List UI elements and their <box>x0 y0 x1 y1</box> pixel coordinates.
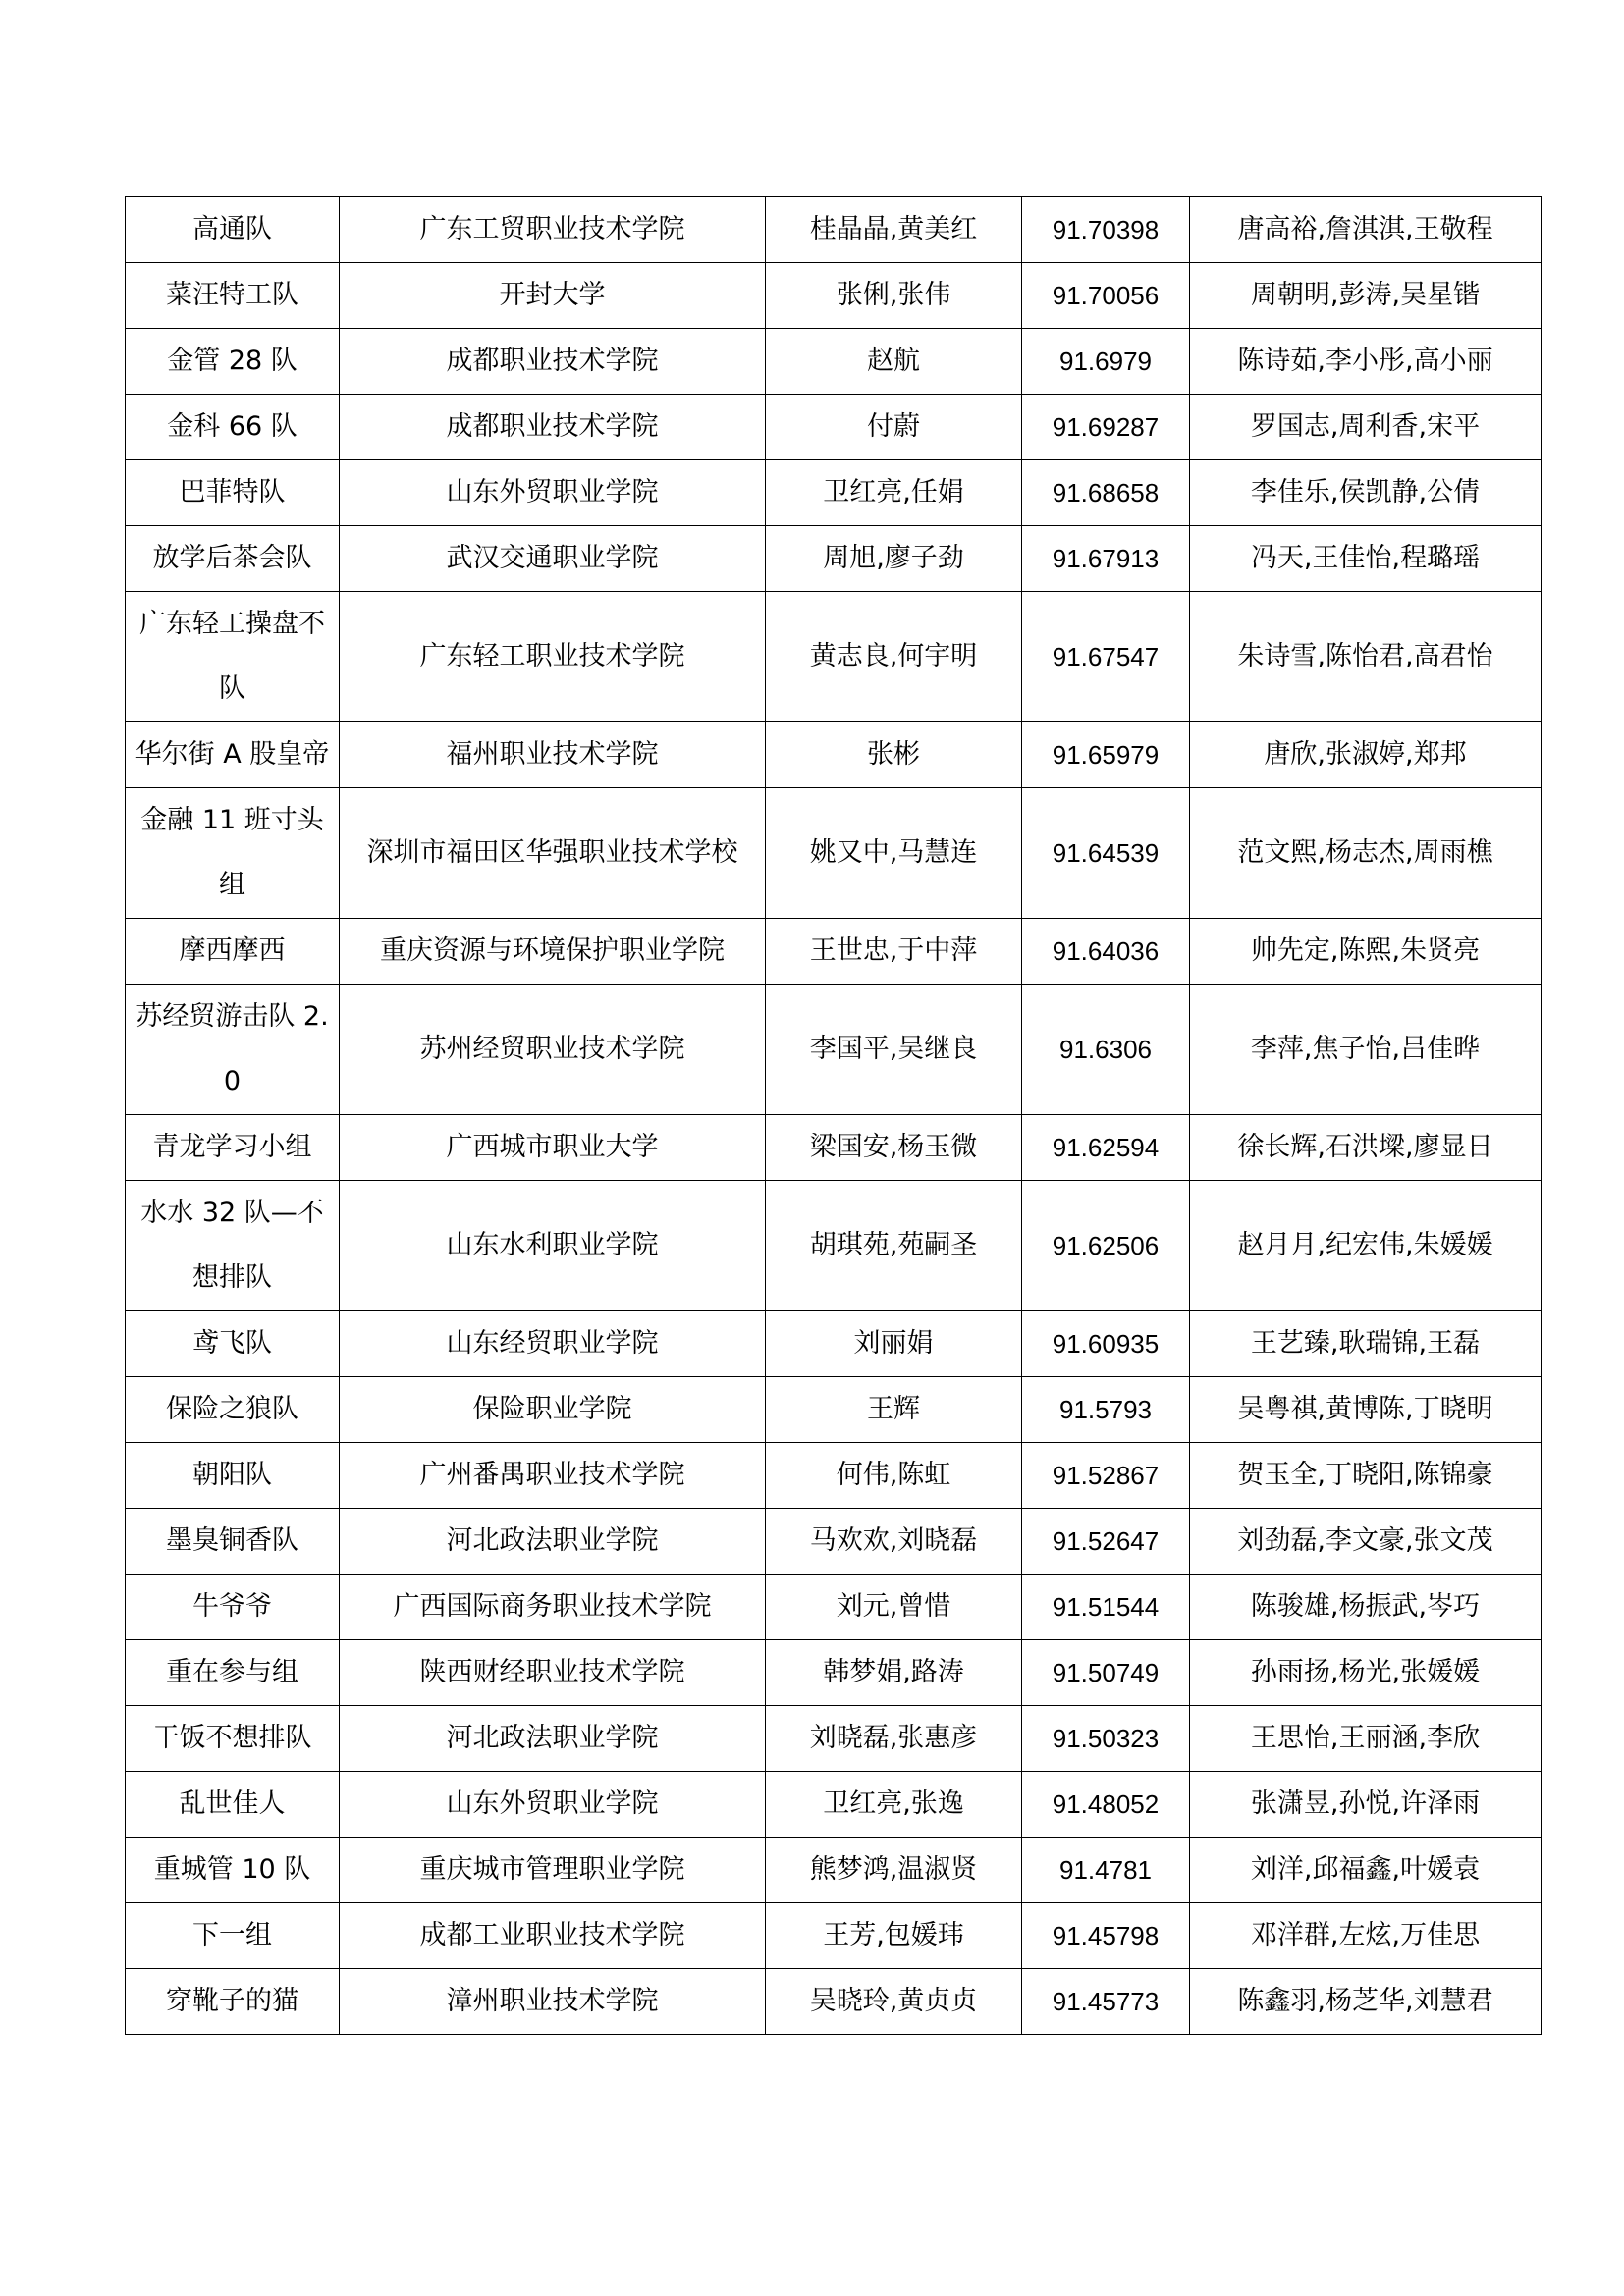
advisor-cell: 刘元,曾惜 <box>766 1575 1022 1640</box>
table-row <box>126 395 1542 460</box>
score-cell: 91.6306 <box>1022 985 1190 1115</box>
advisor-cell: 李国平,吴继良 <box>766 985 1022 1115</box>
school-cell: 成都工业职业技术学院 <box>340 1903 766 1969</box>
advisor-cell: 赵航 <box>766 329 1022 395</box>
table-row <box>126 1903 1542 1969</box>
members-cell: 刘洋,邱福鑫,叶媛袁 <box>1190 1838 1542 1903</box>
table-row <box>126 1575 1542 1640</box>
school-cell: 陕西财经职业技术学院 <box>340 1640 766 1706</box>
score-cell: 91.52647 <box>1022 1509 1190 1575</box>
score-cell: 91.64539 <box>1022 788 1190 919</box>
advisor-cell: 刘晓磊,张惠彦 <box>766 1706 1022 1772</box>
advisor-cell: 黄志良,何宇明 <box>766 592 1022 722</box>
members-cell: 冯天,王佳怡,程璐瑶 <box>1190 526 1542 592</box>
score-cell: 91.68658 <box>1022 460 1190 526</box>
team-name-cell: 墨臭铜香队 <box>126 1509 340 1575</box>
score-cell: 91.4781 <box>1022 1838 1190 1903</box>
members-cell: 唐欣,张淑婷,郑邦 <box>1190 722 1542 788</box>
score-cell: 91.65979 <box>1022 722 1190 788</box>
results-table <box>125 196 1542 2035</box>
team-name-cell: 干饭不想排队 <box>126 1706 340 1772</box>
advisor-cell: 刘丽娟 <box>766 1311 1022 1377</box>
advisor-cell: 梁国安,杨玉微 <box>766 1115 1022 1181</box>
score-cell: 91.64036 <box>1022 919 1190 985</box>
table-row <box>126 1509 1542 1575</box>
table-row <box>126 1311 1542 1377</box>
team-name-cell: 菜汪特工队 <box>126 263 340 329</box>
table-row <box>126 1969 1542 2035</box>
advisor-cell: 张彬 <box>766 722 1022 788</box>
advisor-cell: 周旭,廖子劲 <box>766 526 1022 592</box>
team-name-cell: 穿靴子的猫 <box>126 1969 340 2035</box>
advisor-cell: 马欢欢,刘晓磊 <box>766 1509 1022 1575</box>
members-cell: 王思怡,王丽涵,李欣 <box>1190 1706 1542 1772</box>
team-name-cell: 金科 66 队 <box>126 395 340 460</box>
table-row <box>126 1772 1542 1838</box>
score-cell: 91.50749 <box>1022 1640 1190 1706</box>
team-name-cell: 摩西摩西 <box>126 919 340 985</box>
advisor-cell: 王辉 <box>766 1377 1022 1443</box>
school-cell: 河北政法职业学院 <box>340 1706 766 1772</box>
school-cell: 武汉交通职业学院 <box>340 526 766 592</box>
team-name-cell: 鸢飞队 <box>126 1311 340 1377</box>
advisor-cell: 卫红亮,任娟 <box>766 460 1022 526</box>
team-name-cell: 金管 28 队 <box>126 329 340 395</box>
score-cell: 91.52867 <box>1022 1443 1190 1509</box>
team-name-cell: 重城管 10 队 <box>126 1838 340 1903</box>
table-row <box>126 460 1542 526</box>
team-name-cell: 下一组 <box>126 1903 340 1969</box>
score-cell: 91.69287 <box>1022 395 1190 460</box>
team-name-cell: 华尔街 A 股皇帝 <box>126 722 340 788</box>
advisor-cell: 姚又中,马慧连 <box>766 788 1022 919</box>
school-cell: 广东轻工职业技术学院 <box>340 592 766 722</box>
score-cell: 91.60935 <box>1022 1311 1190 1377</box>
table-row <box>126 788 1542 919</box>
table-row <box>126 1443 1542 1509</box>
advisor-cell: 张俐,张伟 <box>766 263 1022 329</box>
school-cell: 重庆城市管理职业学院 <box>340 1838 766 1903</box>
advisor-cell: 王芳,包媛玮 <box>766 1903 1022 1969</box>
score-cell: 91.50323 <box>1022 1706 1190 1772</box>
table-row <box>126 985 1542 1115</box>
members-cell: 刘劲磊,李文豪,张文茂 <box>1190 1509 1542 1575</box>
score-cell: 91.67913 <box>1022 526 1190 592</box>
school-cell: 成都职业技术学院 <box>340 395 766 460</box>
team-name-cell: 高通队 <box>126 197 340 263</box>
school-cell: 山东经贸职业学院 <box>340 1311 766 1377</box>
members-cell: 陈骏雄,杨振武,岑巧 <box>1190 1575 1542 1640</box>
members-cell: 罗国志,周利香,宋平 <box>1190 395 1542 460</box>
school-cell: 苏州经贸职业技术学院 <box>340 985 766 1115</box>
team-name-cell: 重在参与组 <box>126 1640 340 1706</box>
table-row <box>126 1706 1542 1772</box>
advisor-cell: 胡琪苑,苑嗣圣 <box>766 1181 1022 1311</box>
score-cell: 91.62594 <box>1022 1115 1190 1181</box>
score-cell: 91.70056 <box>1022 263 1190 329</box>
advisor-cell: 桂晶晶,黄美红 <box>766 197 1022 263</box>
school-cell: 山东水利职业学院 <box>340 1181 766 1311</box>
table-row <box>126 329 1542 395</box>
table-row <box>126 197 1542 263</box>
advisor-cell: 熊梦鸿,温淑贤 <box>766 1838 1022 1903</box>
members-cell: 周朝明,彭涛,吴星锴 <box>1190 263 1542 329</box>
school-cell: 漳州职业技术学院 <box>340 1969 766 2035</box>
team-name-cell: 保险之狼队 <box>126 1377 340 1443</box>
table-row <box>126 919 1542 985</box>
team-name-cell: 放学后茶会队 <box>126 526 340 592</box>
advisor-cell: 韩梦娟,路涛 <box>766 1640 1022 1706</box>
table-row <box>126 1640 1542 1706</box>
results-body <box>126 197 1542 2035</box>
school-cell: 重庆资源与环境保护职业学院 <box>340 919 766 985</box>
team-name-cell: 金融 11 班寸头组 <box>126 788 340 919</box>
table-row <box>126 1181 1542 1311</box>
members-cell: 唐高裕,詹淇淇,王敬程 <box>1190 197 1542 263</box>
table-row <box>126 263 1542 329</box>
school-cell: 山东外贸职业学院 <box>340 1772 766 1838</box>
team-name-cell: 广东轻工操盘不队 <box>126 592 340 722</box>
team-name-cell: 水水 32 队—不想排队 <box>126 1181 340 1311</box>
members-cell: 孙雨扬,杨光,张媛媛 <box>1190 1640 1542 1706</box>
school-cell: 河北政法职业学院 <box>340 1509 766 1575</box>
school-cell: 广西城市职业大学 <box>340 1115 766 1181</box>
members-cell: 张潇昱,孙悦,许泽雨 <box>1190 1772 1542 1838</box>
team-name-cell: 青龙学习小组 <box>126 1115 340 1181</box>
team-name-cell: 巴菲特队 <box>126 460 340 526</box>
table-row <box>126 1115 1542 1181</box>
members-cell: 吴粤祺,黄博陈,丁晓明 <box>1190 1377 1542 1443</box>
members-cell: 赵月月,纪宏伟,朱媛媛 <box>1190 1181 1542 1311</box>
score-cell: 91.70398 <box>1022 197 1190 263</box>
school-cell: 深圳市福田区华强职业技术学校 <box>340 788 766 919</box>
score-cell: 91.62506 <box>1022 1181 1190 1311</box>
school-cell: 广州番禺职业技术学院 <box>340 1443 766 1509</box>
advisor-cell: 王世忠,于中萍 <box>766 919 1022 985</box>
members-cell: 王艺臻,耿瑞锦,王磊 <box>1190 1311 1542 1377</box>
score-cell: 91.45798 <box>1022 1903 1190 1969</box>
score-cell: 91.51544 <box>1022 1575 1190 1640</box>
members-cell: 徐长辉,石洪墚,廖显日 <box>1190 1115 1542 1181</box>
table-row <box>126 1838 1542 1903</box>
members-cell: 李佳乐,侯凯静,公倩 <box>1190 460 1542 526</box>
school-cell: 开封大学 <box>340 263 766 329</box>
members-cell: 贺玉全,丁晓阳,陈锦豪 <box>1190 1443 1542 1509</box>
score-cell: 91.48052 <box>1022 1772 1190 1838</box>
team-name-cell: 苏经贸游击队 2.0 <box>126 985 340 1115</box>
school-cell: 成都职业技术学院 <box>340 329 766 395</box>
school-cell: 山东外贸职业学院 <box>340 460 766 526</box>
members-cell: 帅先定,陈熙,朱贤亮 <box>1190 919 1542 985</box>
advisor-cell: 卫红亮,张逸 <box>766 1772 1022 1838</box>
school-cell: 广西国际商务职业技术学院 <box>340 1575 766 1640</box>
members-cell: 朱诗雪,陈怡君,高君怡 <box>1190 592 1542 722</box>
members-cell: 李萍,焦子怡,吕佳晔 <box>1190 985 1542 1115</box>
members-cell: 陈诗茹,李小彤,高小丽 <box>1190 329 1542 395</box>
table-row <box>126 722 1542 788</box>
school-cell: 广东工贸职业技术学院 <box>340 197 766 263</box>
table-row <box>126 1377 1542 1443</box>
score-cell: 91.67547 <box>1022 592 1190 722</box>
table-row <box>126 592 1542 722</box>
score-cell: 91.45773 <box>1022 1969 1190 2035</box>
advisor-cell: 何伟,陈虹 <box>766 1443 1022 1509</box>
team-name-cell: 乱世佳人 <box>126 1772 340 1838</box>
school-cell: 保险职业学院 <box>340 1377 766 1443</box>
members-cell: 范文熙,杨志杰,周雨樵 <box>1190 788 1542 919</box>
members-cell: 邓洋群,左炫,万佳思 <box>1190 1903 1542 1969</box>
score-cell: 91.5793 <box>1022 1377 1190 1443</box>
score-cell: 91.6979 <box>1022 329 1190 395</box>
team-name-cell: 牛爷爷 <box>126 1575 340 1640</box>
school-cell: 福州职业技术学院 <box>340 722 766 788</box>
advisor-cell: 付蔚 <box>766 395 1022 460</box>
advisor-cell: 吴晓玲,黄贞贞 <box>766 1969 1022 2035</box>
table-row <box>126 526 1542 592</box>
members-cell: 陈鑫羽,杨芝华,刘慧君 <box>1190 1969 1542 2035</box>
team-name-cell: 朝阳队 <box>126 1443 340 1509</box>
